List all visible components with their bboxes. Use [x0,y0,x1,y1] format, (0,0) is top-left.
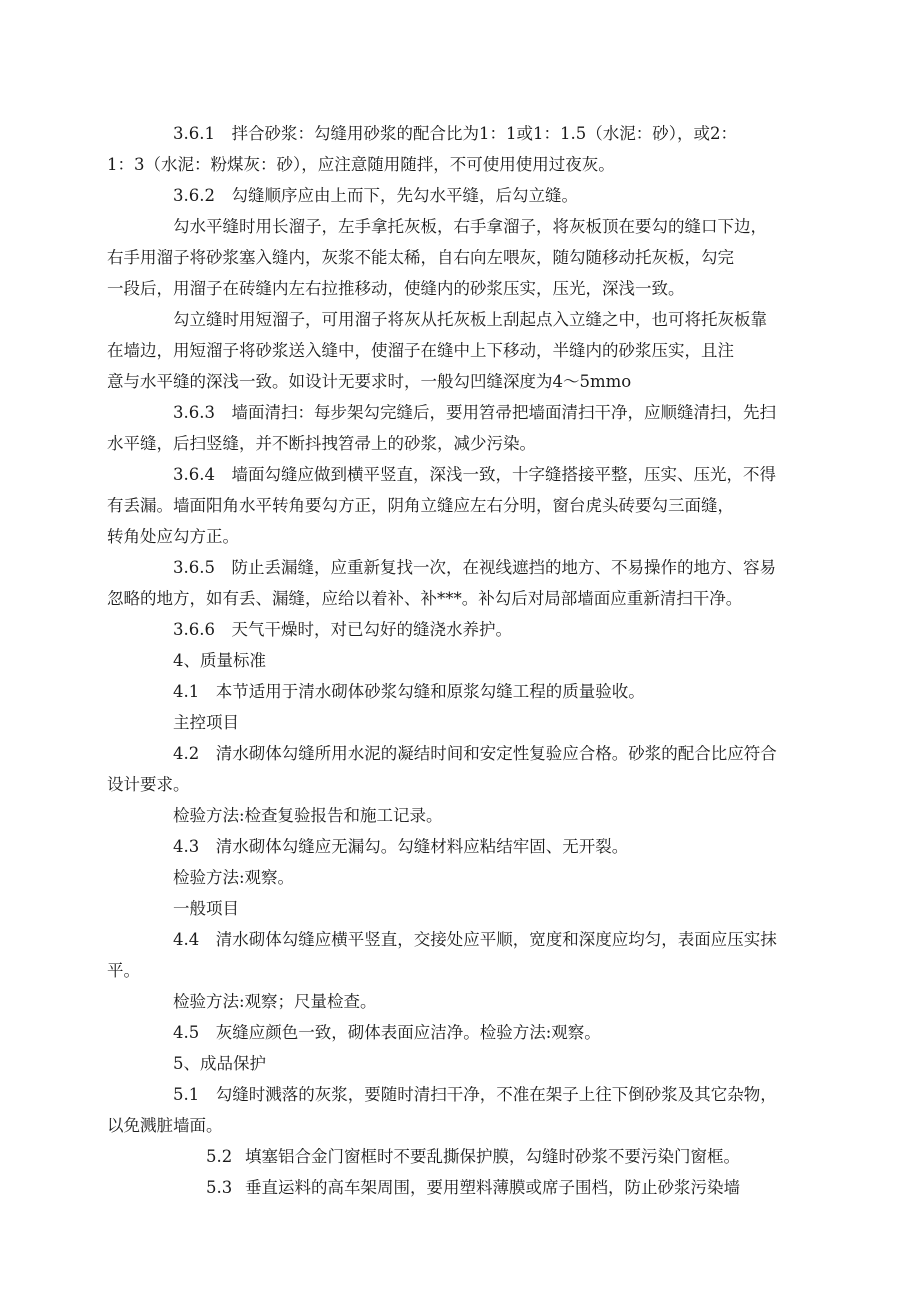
paragraph-line: 在墙边，用短溜子将砂浆送入缝中，使溜子在缝中上下移动，半缝内的砂浆压实，且注 [107,341,734,360]
item-text: 填塞铝合金门窗框时不要乱撕保护膜，勾缝时砂浆不要污染门窗框。 [245,1147,740,1166]
paragraph-line: 5、成品保护 [173,1054,266,1073]
paragraph-line: 3.6.5 防止丢漏缝，应重新复找一次，在视线遮挡的地方、不易操作的地方、容易 [173,558,776,577]
paragraph-line: 意与水平缝的深浅一致。如设计无要求时，一般勾凹缝深度为4～5mmo [107,372,632,391]
paragraph-line: 勾水平缝时用长溜子，左手拿托灰板，右手拿溜子，将灰板顶在要勾的缝口下边， [173,217,767,236]
paragraph-line: 5.1 勾缝时溅落的灰浆，要随时清扫干净，不准在架子上往下倒砂浆及其它杂物， [173,1085,777,1104]
paragraph-line: 一般项目 [173,899,239,918]
paragraph [140,1017,790,1048]
paragraph [140,800,790,831]
paragraph [107,304,790,397]
paragraph [107,211,790,304]
paragraph [140,645,790,676]
paragraph-line: 勾立缝时用短溜子，可用溜子将灰从托灰板上刮起点入立缝之中，也可将托灰板靠 [173,310,767,329]
paragraph [140,893,790,924]
paragraph-line: 检验方法:观察。 [173,868,295,887]
paragraph-line: 4、质量标准 [173,651,266,670]
paragraph [107,924,790,986]
paragraph-line: 检验方法:检查复验报告和施工记录。 [173,806,443,825]
paragraph [140,986,790,1017]
item-number: 5.3 [206,1178,233,1197]
paragraph [140,707,790,738]
paragraph-line: 主控项目 [173,713,239,732]
item-number: 5.2 [206,1147,233,1166]
paragraph [140,676,790,707]
paragraph-line: 设计要求。 [107,775,190,794]
paragraph [107,118,790,180]
paragraph-line: 忽略的地方，如有丢、漏缝，应给以着补、补***。补勾后对局部墙面应重新清扫干净。 [107,589,743,608]
paragraph [140,1141,790,1172]
paragraph-line: 3.6.3 墙面清扫：每步架勾完缝后，要用笤帚把墙面清扫干净，应顺缝清扫，先扫 [173,403,776,422]
paragraph-line: 一段后，用溜子在砖缝内左右拉推移动，使缝内的砂浆压实，压光，深浅一致。 [107,279,685,298]
paragraph-line: 4.4 清水砌体勾缝应横平竖直，交接处应平顺，宽度和深度应均匀，表面应压实抹 [173,930,777,949]
paragraph [107,397,790,459]
paragraph-line: 右手用溜子将砂浆塞入缝内，灰浆不能太稀，自右向左喂灰，随勾随移动托灰板，勾完 [107,248,734,267]
paragraph-line: 1：3（水泥：粉煤灰：砂），应注意随用随拌，不可使用使用过夜灰。 [107,155,615,174]
paragraph [140,1048,790,1079]
paragraph-line: 3.6.6 天气干燥时，对已勾好的缝浇水养护。 [173,620,512,639]
paragraph-line: 水平缝，后扫竖缝，并不断抖拽笤帚上的砂浆，减少污染。 [107,434,536,453]
paragraph-line: 3.6.1 拌合砂浆：勾缝用砂浆的配合比为1：1或1：1.5（水泥：砂），或2： [173,124,737,143]
item-text: 垂直运料的高车架周围，要用塑料薄膜或席子围档，防止砂浆污染墙 [245,1178,740,1197]
paragraph-line: 4.1 本节适用于清水砌体砂浆勾缝和原浆勾缝工程的质量验收。 [173,682,645,701]
paragraph-line: 4.3 清水砌体勾缝应无漏勾。勾缝材料应粘结牢固、无开裂。 [173,837,629,856]
paragraph-line: 以免溅脏墙面。 [107,1116,223,1135]
paragraph-line: 转角处应勾方正。 [107,527,239,546]
paragraph [107,1079,790,1141]
paragraph-line: 4.2 清水砌体勾缝所用水泥的凝结时间和安定性复验应合格。砂浆的配合比应符合 [173,744,777,763]
paragraph-line: 检验方法:观察；尺量检查。 [173,992,377,1011]
paragraph [107,459,790,552]
paragraph [107,738,790,800]
paragraph-line: 平。 [107,961,140,980]
paragraph [140,1172,790,1203]
paragraph-line: 4.5 灰缝应颜色一致，砌体表面应洁净。检验方法:观察。 [173,1023,601,1042]
paragraph [140,614,790,645]
paragraph [107,552,790,614]
paragraph [140,831,790,862]
document-page [107,118,790,1203]
paragraph-line: 有丢漏。墙面阳角水平转角要勾方正，阴角立缝应左右分明，窗台虎头砖要勾三面缝， [107,496,734,515]
paragraph [140,862,790,893]
paragraph [140,180,790,211]
paragraph-line: 3.6.4 墙面勾缝应做到横平竖直，深浅一致，十字缝搭接平整，压实、压光，不得 [173,465,776,484]
paragraph-line: 3.6.2 勾缝顺序应由上而下，先勾水平缝，后勾立缝。 [173,186,578,205]
